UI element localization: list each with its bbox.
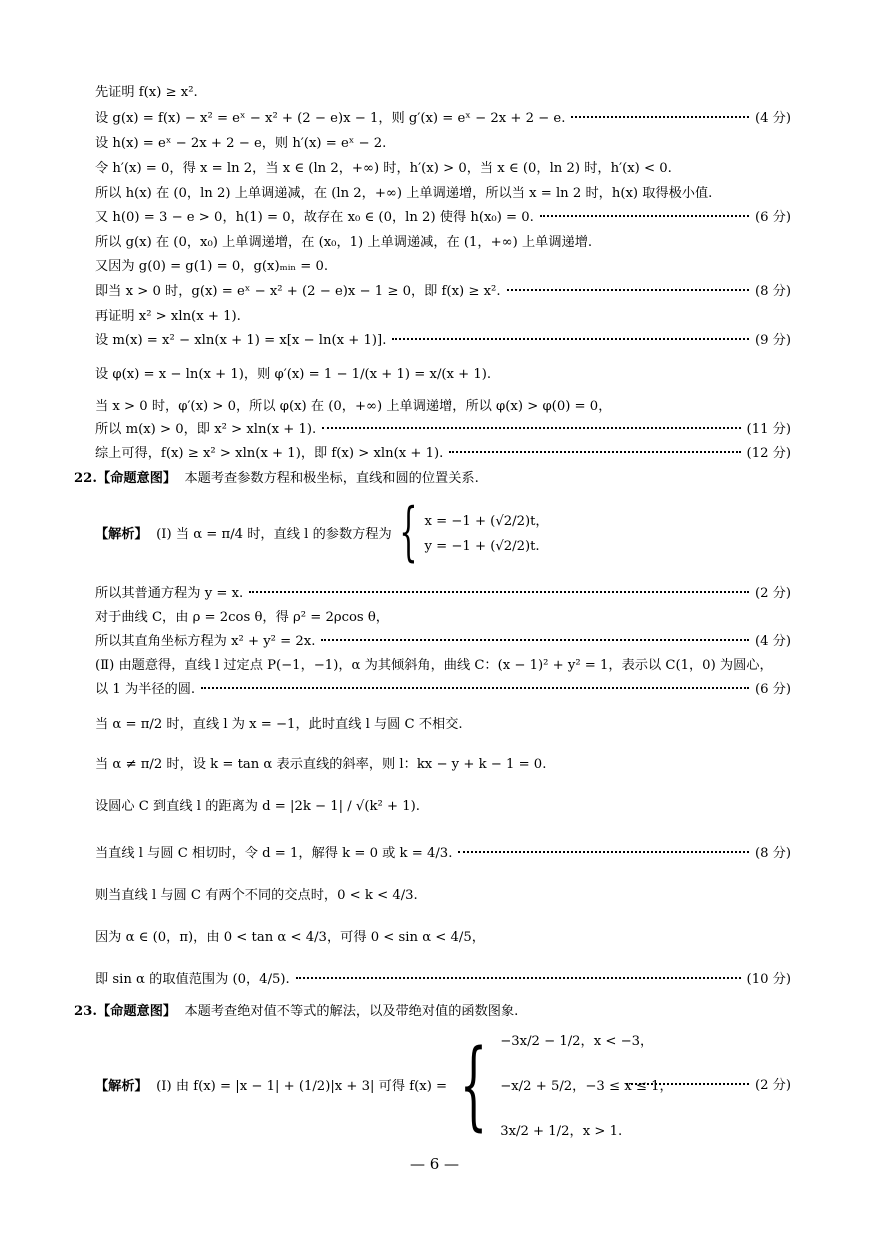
proof-line: 令 h′(x) = 0，得 x = ln 2，当 x ∈ (ln 2，+∞) 时，h′(x) > 0，当 x ∈ (0，ln 2) 时，h′(x) < 0. [95, 161, 672, 176]
proof-line: 设 g(x) = f(x) − x² = eˣ − x² + (2 − e)x − 1，则 g′(x) = eˣ − 2x + 2 − e. (4 分) [95, 111, 791, 126]
score-label: (12 分) [746, 446, 791, 461]
proof-line: 先证明 f(x) ≥ x². [95, 85, 198, 100]
page-number: — 6 — [409, 1155, 460, 1173]
proof-line: 设 m(x) = x² − xln(x + 1) = x[x − ln(x + 1)]. (9 分) [95, 333, 791, 348]
proof-line: 又 h(0) = 3 − e > 0，h(1) = 0，故存在 x₀ ∈ (0，ln 2) 使得 h(x₀) = 0. (6 分) [95, 210, 791, 225]
solution-line: 设圆心 C 到直线 l 的距离为 d = |2k − 1| / √(k² + 1). [95, 799, 420, 814]
score-label: (8 分) [754, 846, 791, 861]
q23-score-line [620, 1077, 791, 1095]
proof-line: 所以 h(x) 在 (0，ln 2) 上单调递减，在 (ln 2，+∞) 上单调递增，所以当 x = ln 2 时，h(x) 取得极小值. [95, 186, 713, 201]
proof-line: 所以 g(x) 在 (0，x₀) 上单调递增，在 (x₀，1) 上单调递减，在 (1，+∞) 上单调递增. [95, 235, 593, 250]
solution-line: 当直线 l 与圆 C 相切时，令 d = 1，解得 k = 0 或 k = 4/3. (8 分) [95, 846, 791, 861]
q22-param-equation: 【解析】 (Ⅰ) 当 α = π/4 时，直线 l 的参数方程为 { x = −1 + (√2/2)t， y = −1 + (√2/2)t. [95, 495, 549, 569]
solution-line: 所以其普通方程为 y = x. (2 分) [95, 586, 791, 601]
q23-piecewise: 【解析】 (Ⅰ) 由 f(x) = |x − 1| + (1/2)|x + 3| 可得 f(x) = { −3x/2 − 1/2，x < −3， −x/2 + 5/2，−3 ≤ x ≤ 1， 3x/2 + 1/2，x > 1. [95, 1028, 673, 1141]
param-y: y = −1 + (√2/2)t. [424, 539, 540, 554]
score-label: (4 分) [754, 111, 791, 126]
score-label: (10 分) [746, 972, 791, 987]
solution-line: 则当直线 l 与圆 C 有两个不同的交点时，0 < k < 4/3. [95, 888, 418, 903]
piece-1: −3x/2 − 1/2，x < −3， [500, 1034, 654, 1049]
score-label: (9 分) [754, 333, 791, 348]
score-label: (11 分) [746, 422, 791, 437]
score-label: (4 分) [754, 634, 791, 649]
score-label: (8 分) [754, 284, 791, 299]
solution-line: 即 sin α 的取值范围为 (0，4/5). (10 分) [95, 972, 791, 987]
score-label: (6 分) [754, 210, 791, 225]
solution-line: 所以其直角坐标方程为 x² + y² = 2x. (4 分) [95, 634, 791, 649]
proof-line: 设 h(x) = eˣ − 2x + 2 − e，则 h′(x) = eˣ − 2. [95, 136, 387, 151]
solution-line: 对于曲线 C，由 ρ = 2cos θ，得 ρ² = 2ρcos θ， [95, 610, 389, 625]
proof-line: 即当 x > 0 时，g(x) = eˣ − x² + (2 − e)x − 1 ≥ 0，即 f(x) ≥ x². (8 分) [95, 284, 791, 299]
solution-line: (Ⅱ) 由题意得，直线 l 过定点 P(−1，−1)，α 为其倾斜角，曲线 C：(x − 1)² + y² = 1，表示以 C(1，0) 为圆心， [95, 658, 773, 673]
proof-line: 所以 m(x) > 0，即 x² > xln(x + 1). (11 分) [95, 422, 791, 437]
solution-line: 因为 α ∈ (0，π)，由 0 < tan α < 4/3，可得 0 < sin α < 4/5， [95, 930, 485, 945]
solution-line: 当 α ≠ π/2 时，设 k = tan α 表示直线的斜率，则 l：kx − y + k − 1 = 0. [95, 757, 547, 772]
score-label: (2 分) [754, 586, 791, 601]
param-x: x = −1 + (√2/2)t， [424, 514, 549, 529]
piece-3: 3x/2 + 1/2，x > 1. [500, 1124, 623, 1139]
solution-line: 当 α = π/2 时，直线 l 为 x = −1，此时直线 l 与圆 C 不相交. [95, 717, 463, 732]
q22-intent: 22.【命题意图】 本题考查参数方程和极坐标，直线和圆的位置关系. [74, 471, 479, 486]
score-label: (6 分) [754, 682, 791, 697]
proof-line: 综上可得，f(x) ≥ x² > xln(x + 1)，即 f(x) > xln(x + 1). (12 分) [95, 446, 791, 461]
score-label: (2 分) [754, 1078, 791, 1093]
proof-line: 设 φ(x) = x − ln(x + 1)，则 φ′(x) = 1 − 1/(x + 1) = x/(x + 1). [95, 367, 492, 382]
proof-line: 再证明 x² > xln(x + 1). [95, 309, 241, 324]
q23-intent: 23.【命题意图】 本题考查绝对值不等式的解法，以及带绝对值的函数图象. [74, 1004, 519, 1019]
solution-line: 以 1 为半径的圆. (6 分) [95, 682, 791, 697]
piece-2: −x/2 + 5/2，−3 ≤ x ≤ 1， [500, 1079, 673, 1094]
proof-line: 当 x > 0 时，φ′(x) > 0，所以 φ(x) 在 (0，+∞) 上单调递增，所以 φ(x) > φ(0) = 0， [95, 399, 612, 414]
proof-line: 又因为 g(0) = g(1) = 0，g(x)ₘᵢₙ = 0. [95, 259, 329, 274]
